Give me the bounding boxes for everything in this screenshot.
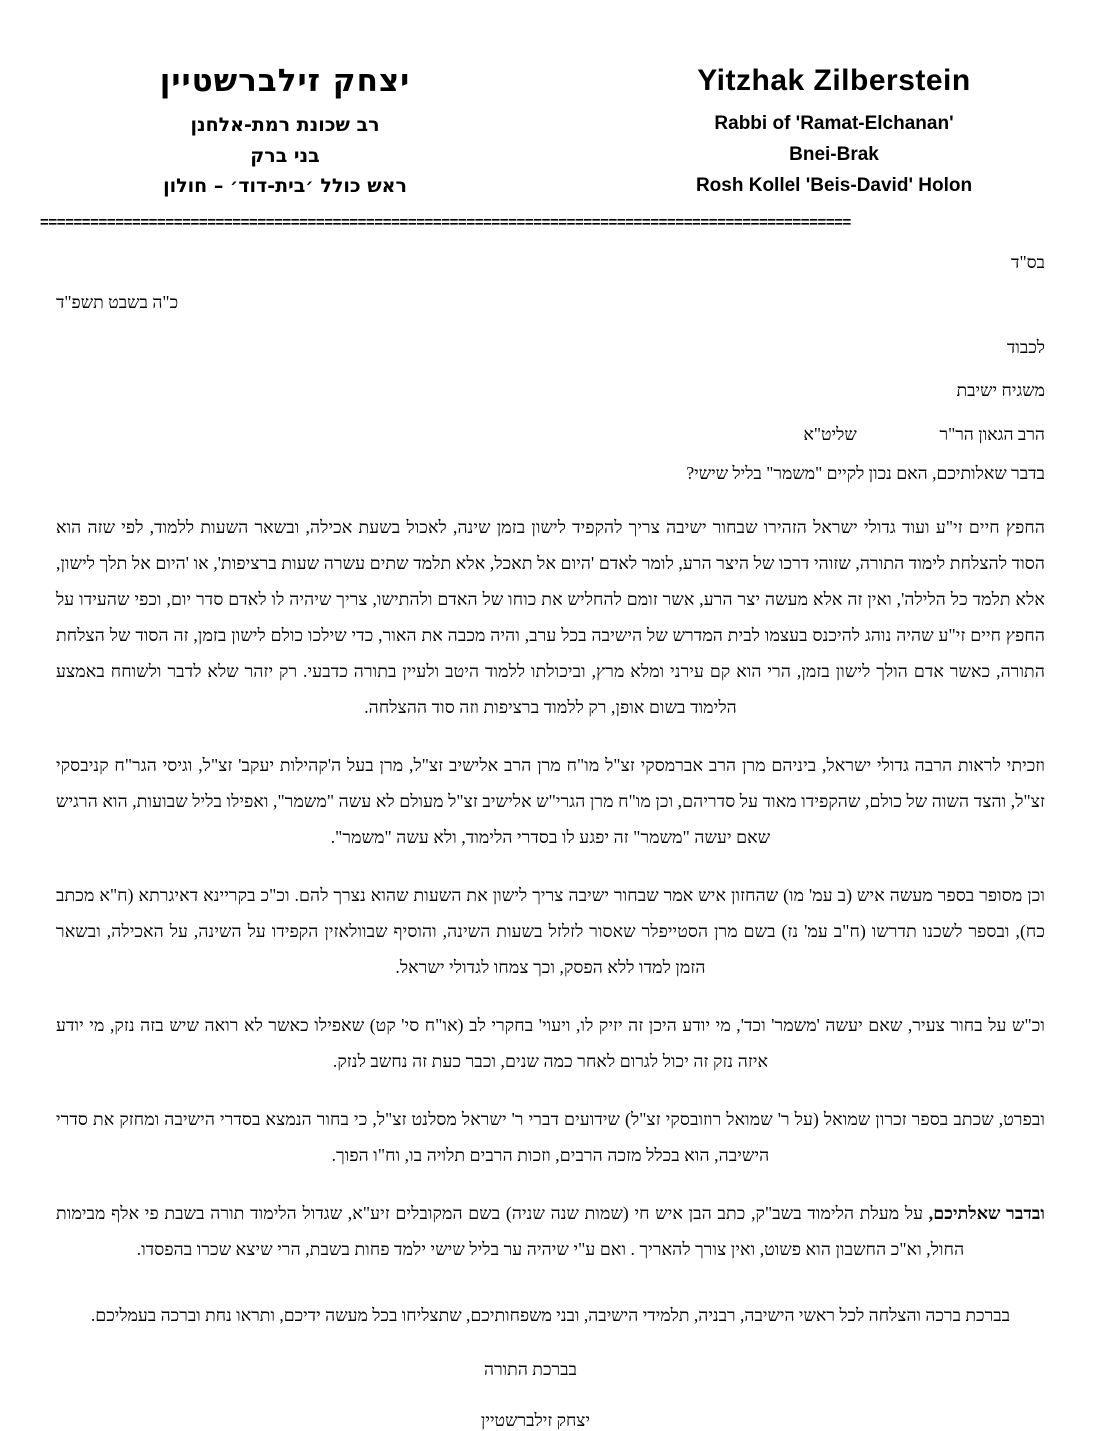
letterhead (40, 0, 1069, 202)
paragraph-final (56, 1195, 1045, 1267)
letter-body (40, 254, 1069, 1431)
addressee-role: משגיח ישיבת (956, 380, 1045, 401)
letter-date: כ"ה בשבט תשפ"ד (56, 291, 179, 312)
addressee-title: הרב הגאון הר"ר (939, 423, 1045, 444)
letter-subject: בדבר שאלותיכם, האם נכון לקיים "משמר" בליל שישי? (686, 463, 1045, 484)
letterhead-hebrew-line1: רב שכונת רמת-אלחנן (190, 113, 380, 136)
letterhead-english-line2: Bnei-Brak (789, 143, 879, 165)
paragraph-2: וזכיתי לראות הרבה גדולי ישראל, ביניהם מרן הרב אברמסקי זצ"ל מו"ח מרן הרב אלישיב זצ"ל, מרן בעל ה'קהילות יעקב' זצ"ל, וגיסי הגר"ח קניבסקי זצ"ל, והצד השוה של כולם, שהקפידו מאוד על סדריהם, וכן מו"ח מרן הגרי"ש אלישיב זצ"ל מעולם לא עשה "משמר", ואפילו בליל שבועות, הוא הרגיש שאם יעשה "משמר" זה יפגע לו בסדרי הלימוד, ולא עשה "משמר". (56, 754, 1045, 847)
header-divider-rule: ================================================================================================= (40, 216, 851, 232)
letterhead-hebrew-line3: ראש כולל ׳בית-דוד׳ – חולון (163, 175, 407, 198)
letterhead-english-name: Yitzhak Zilberstein (697, 64, 971, 97)
paragraph-final-bold-lead: ובדבר שאלתיכם, (928, 1203, 1045, 1224)
paragraph-final-rest: על מעלת הלימוד בשב"ק, כתב הבן איש חי (שמות שנה שניה) בשם המקובלים זיע"א, שגדול הלימוד תורה בשבת פי אלף מבימות החול, וא"כ החשבון הוא פשוט, ואין צורך להאריך . ואם ע"י שיהיה ער בליל שישי ילמד פחות בשבת, הרי שיצא שכרו בהפסדו. (56, 1203, 965, 1260)
letterhead-hebrew-name: יצחק זילברשטיין (159, 63, 411, 99)
addressee-honorific: שליט"א (803, 423, 857, 444)
addressee-line (56, 423, 1045, 444)
paragraph-1: החפץ חיים זי"ע ועוד גדולי ישראל הזהירו שבחור ישיבה צריך להקפיד לישון בזמן שינה, לאכול בשעת אכילה, ובשאר השעות ללמוד, לפי שזה הוא הסוד להצלחת לימוד התורה, שזוהי דרכו של היצר הרע, לומר לאדם 'היום אל תאכל, אלא תלמד שתים עשרה שעות ברציפות', או 'היום אל תלך לישון, אלא תלמד כל הלילה', ואין זה אלא מעשה יצר הרע, אשר זומם להחליש את כוחו של האדם ולהתישו, צריך שיהיה לו לאדם סדר יום, וכפי שהעידו על החפץ חיים זי"ע שהיה נוהג להיכנס בעצמו לבית המדרש של הישיבה בכל ערב, והיה מכבה את האור, כדי שילכו כולם לישון בזמן, זה הסוד של הצלחת התורה, כאשר אדם הולך לישון בזמן, הרי הוא קם עירני ומלא מרץ, וביכולתו ללמוד היטב ולעיין בתורה כדבעי. רק יזהר שלא לדבר ולשוחח באמצע הלימוד בשום אופן, רק ללמוד ברציפות וזה סוד ההצלחה. (56, 516, 1045, 717)
signature-name: יצחק זילברשטיין (480, 1410, 591, 1431)
paragraph-3: וכן מסופר בספר מעשה איש (ב עמ' מו) שהחזון איש אמר שבחור ישיבה צריך לישון את השעות שהוא נצרך להם. וכ"כ בקריינא דאיגרתא (ח"א מכתב כח), ובספר לשכנו תדרשו (ח"ב עמ' נז) בשם מרן הסטייפלר שאסור לזלזל בשעות השינה, והוסיף שבוולאזין הקפידו על השינה, על האכילה, ובשאר הזמן למדו ללא הפסק, וכך צמחו לגדולי ישראל. (56, 884, 1045, 978)
letterhead-english-line3: Rosh Kollel 'Beis-David' Holon (695, 175, 973, 197)
paragraph-5: ובפרט, שכתב בספר זכרון שמואל (על ר' שמואל רוזובסקי זצ"ל) שידועים דברי ר' ישראל מסלנט זצ"ל, כי בחור הנמצא בסדרי הישיבה ומחזק את סדרי הישיבה, הוא בכלל מזכה הרבים, וזכות הרבים תלויה בו, וח"ו הפוך. (56, 1109, 1045, 1166)
bsd-marker: בס"ד (1011, 252, 1045, 273)
closing-blessing: בברכת ברכה והצלחה לכל ראשי הישיבה, רבניה, תלמידי הישיבה, ובני משפחותיכם, שתצליחו בכל מעשה ידיכם, ותראו נחת וברכה בעמליכם. (90, 1305, 1011, 1326)
letterhead-english-line1: Rabbi of 'Ramat-Elchanan' (714, 112, 954, 134)
paragraph-4: וכ"ש על בחור צעיר, שאם יעשה 'משמר' וכד', מי יודע היכן זה יזיק לו, ויעוי' בחקרי לב (או"ח סי' קט) שאפילו כאשר לא רואה שיש בזה נזק, מי יודע איזה נזק זה יכול לגרום לאחר כמה שנים, וכבר כעת זה נחשב לנזק. (56, 1015, 1045, 1072)
letterhead-english (599, 62, 1069, 202)
signoff-line: בברכת התורה (484, 1359, 577, 1380)
salutation: לכבוד (1006, 336, 1045, 357)
letterhead-hebrew (70, 62, 500, 202)
letterhead-hebrew-line2: בני ברק (250, 144, 320, 167)
